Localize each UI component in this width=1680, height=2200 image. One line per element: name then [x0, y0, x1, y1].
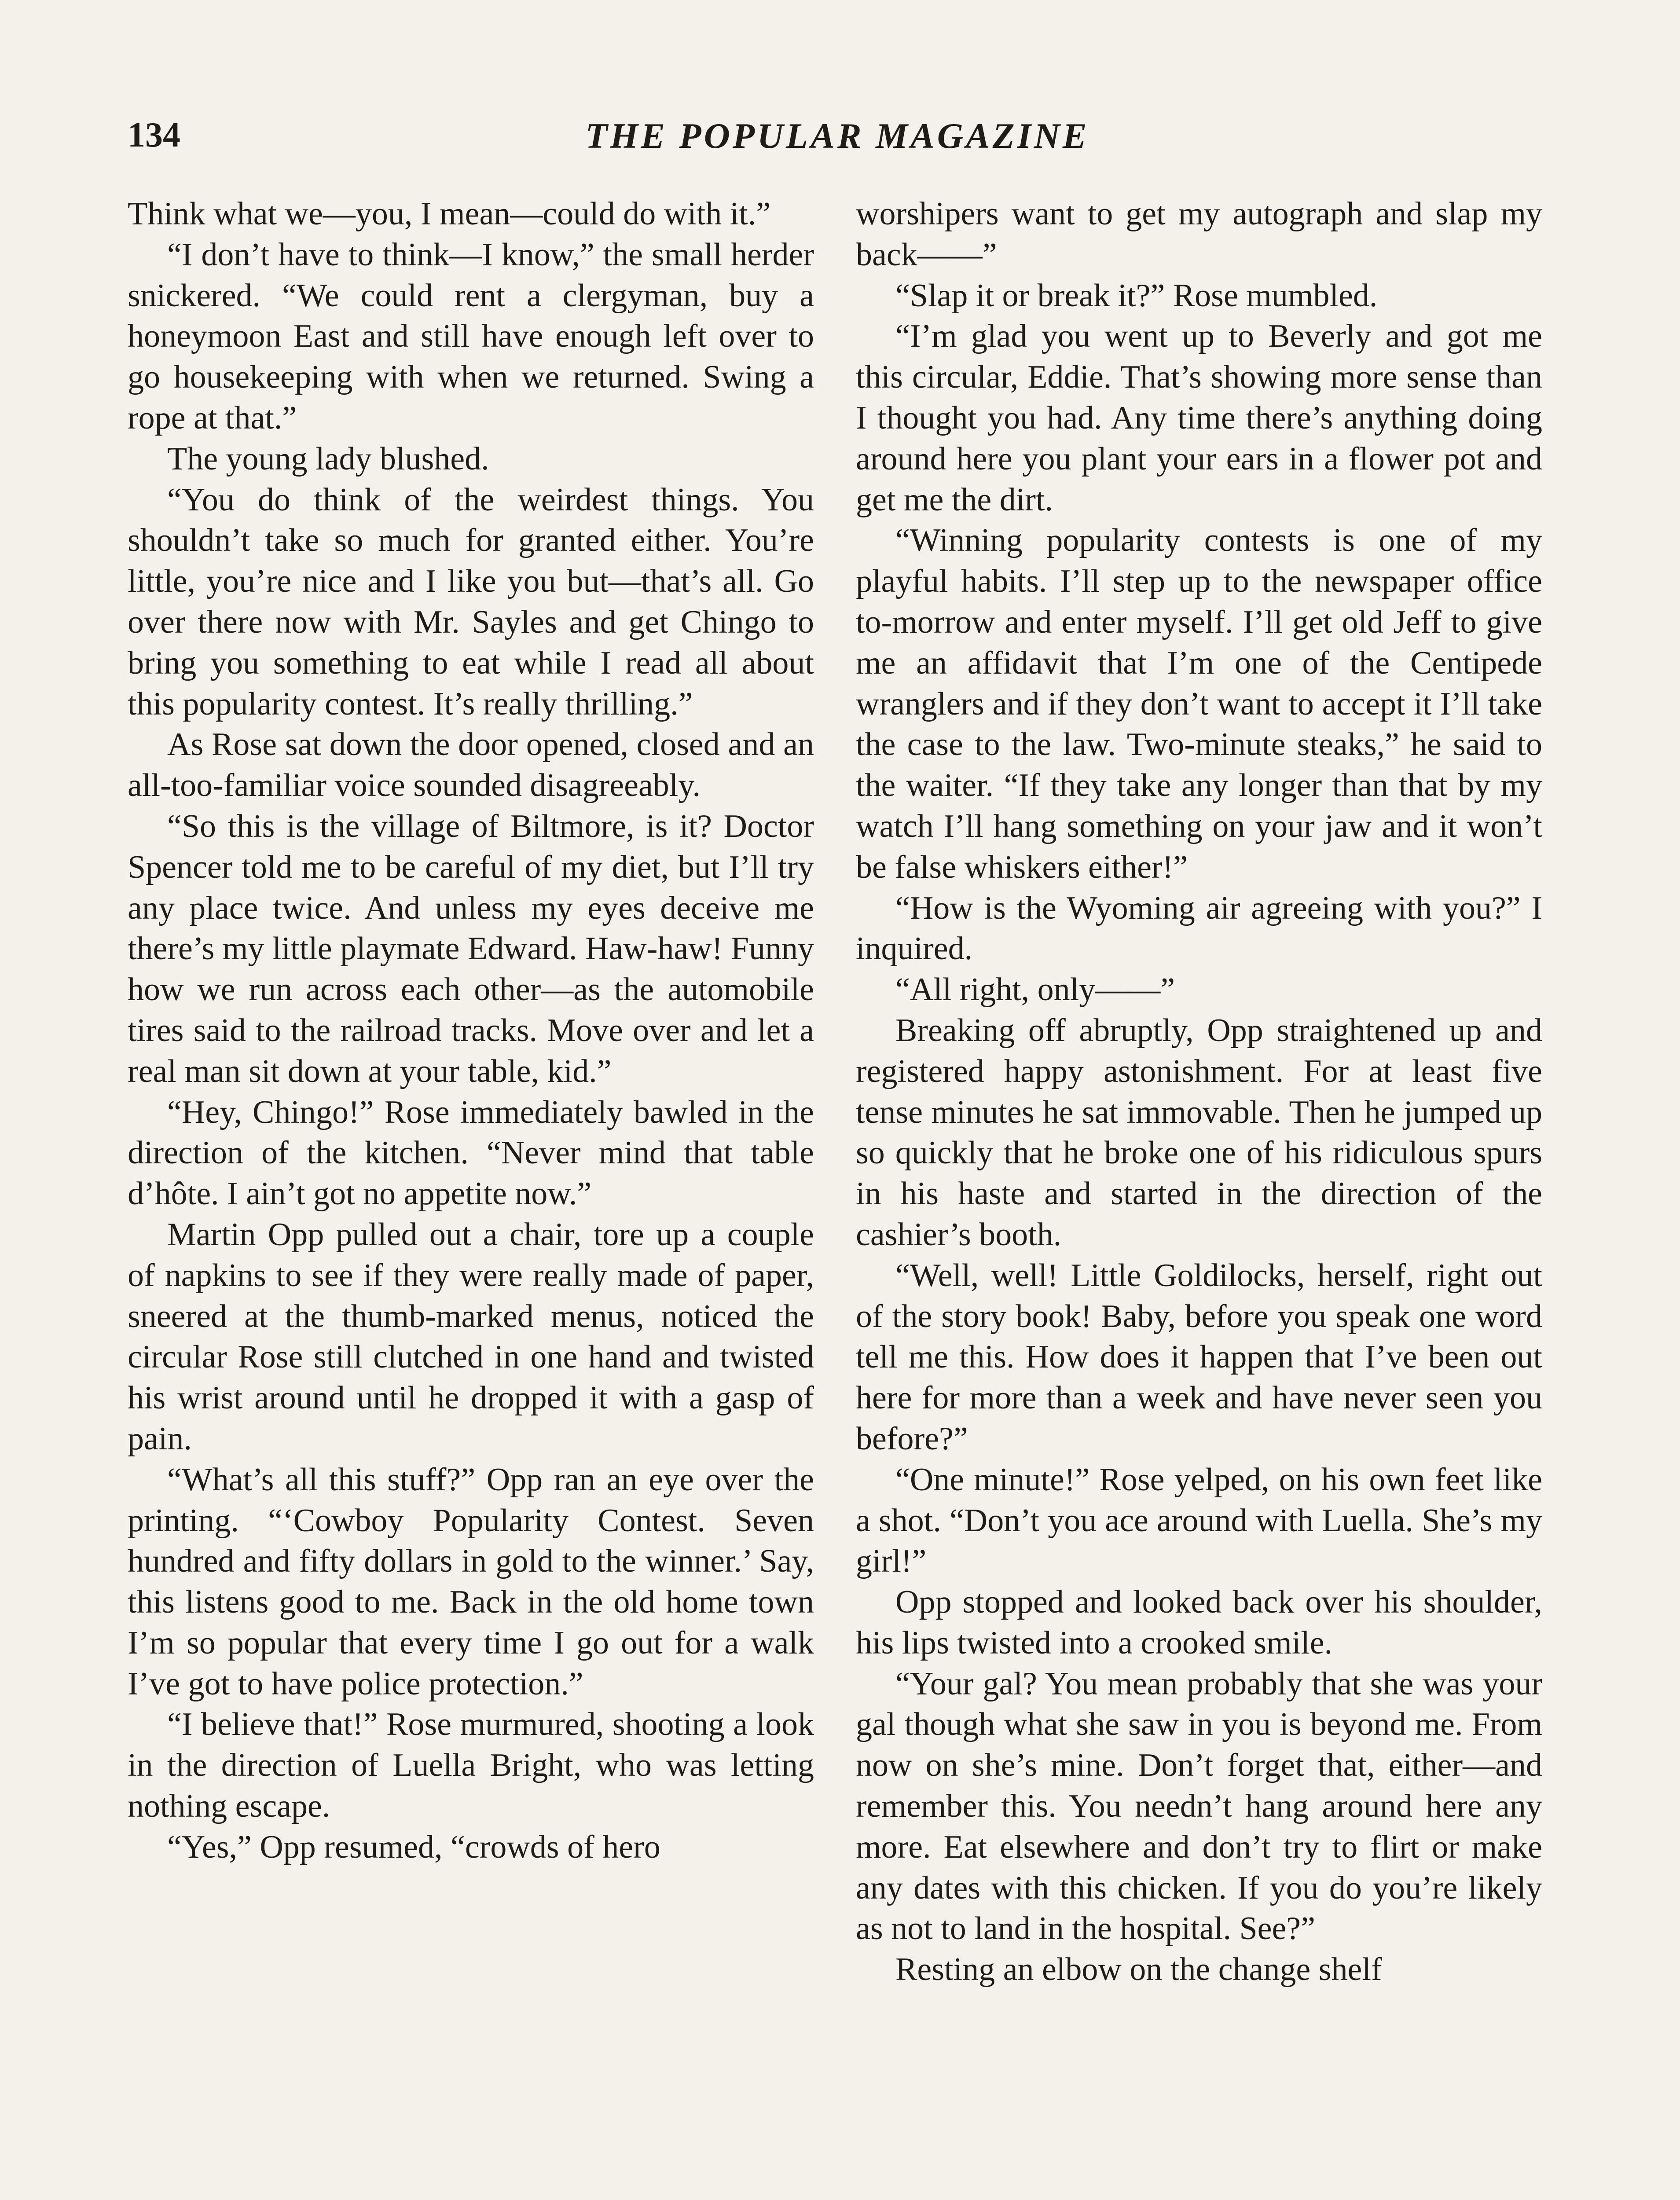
page-header: [128, 115, 1547, 168]
paragraph: Resting an elbow on the change shelf: [895, 1951, 1382, 1988]
paragraph: “What’s all this stuff?” Opp ran an eye over the printing. “‘Cowboy Popularity Contest. Seven hundred and fifty dollars in gold to the winner.’ Say, this listens good to me. Back in the old home town I’m so popular that every time I go out for a walk I’ve got to have police protection.”: [128, 1461, 814, 1702]
paragraph: worshipers want to get my autograph and slap my back——”: [856, 196, 1542, 273]
paragraph: As Rose sat down the door opened, closed and an all-too-familiar voice sounded disagreeably.: [128, 726, 814, 804]
paragraph: “I believe that!” Rose murmured, shooting a look in the direction of Luella Bright, who was letting nothing escape.: [128, 1706, 814, 1825]
paragraph: Think what we—you, I mean—could do with it.”: [128, 196, 771, 232]
paragraph: “I’m glad you went up to Beverly and got me this circular, Eddie. That’s showing more sense than I thought you had. Any time there’s anything doing around here you plant your ears in a flower pot and get me the dirt.: [856, 318, 1542, 518]
paragraph: Opp stopped and looked back over his shoulder, his lips twisted into a crooked smile.: [856, 1584, 1542, 1661]
paragraph: “How is the Wyoming air agreeing with you?” I inquired.: [856, 890, 1542, 967]
right-column: [856, 194, 1542, 1990]
paragraph: “All right, only——”: [895, 972, 1175, 1008]
paragraph: “Slap it or break it?” Rose mumbled.: [895, 277, 1378, 314]
paragraph: “One minute!” Rose yelped, on his own feet like a shot. “Don’t you ace around with Luella. She’s my girl!”: [856, 1461, 1542, 1580]
paragraph: Breaking off abruptly, Opp straightened up and registered happy astonishment. For at least five tense minutes he sat immovable. Then he jumped up so quickly that he broke one of his ridiculous spurs in his haste and started in the direction of the cashier’s booth.: [856, 1012, 1542, 1253]
paragraph: “Well, well! Little Goldilocks, herself, right out of the story book! Baby, before you speak one word tell me this. How does it happen that I’ve been out here for more than a week and have never seen you before?”: [856, 1257, 1542, 1457]
paragraph: “So this is the village of Biltmore, is it? Doctor Spencer told me to be careful of my diet, but I’ll try any place twice. And unless my eyes deceive me there’s my little playmate Edward. Haw-haw! Funny how we run across each other—as the automobile tires said to the railroad tracks. Move over and let a real man sit down at your table, kid.”: [128, 808, 814, 1089]
left-column: [128, 194, 814, 1868]
paragraph: “Hey, Chingo!” Rose immediately bawled in the direction of the kitchen. “Never mind that table d’hôte. I ain’t got no appetite now.”: [128, 1094, 814, 1212]
paragraph: “Your gal? You mean probably that she was your gal though what she saw in you is beyond me. From now on she’s mine. Don’t forget that, either—and remember this. You needn’t hang around here any more. Eat elsewhere and don’t try to flirt or make any dates with this chicken. If you do you’re likely as not to land in the hospital. See?”: [856, 1665, 1542, 1947]
paragraph: “I don’t have to think—I know,” the small herder snickered. “We could rent a clergyman, buy a honeymoon East and still have enough left over to go housekeeping with when we returned. Swing a rope at that.”: [128, 236, 814, 436]
paragraph: Martin Opp pulled out a chair, tore up a couple of napkins to see if they were really made of paper, sneered at the thumb-marked menus, noticed the circular Rose still clutched in one hand and twisted his wrist around until he dropped it with a gasp of pain.: [128, 1216, 814, 1457]
paragraph: “Yes,” Opp resumed, “crowds of hero: [167, 1829, 660, 1865]
paragraph: “You do think of the weirdest things. You shouldn’t take so much for granted either. You’re little, you’re nice and I like you but—that’s all. Go over there now with Mr. Sayles and get Chingo to bring you something to eat while I read all about this popularity contest. It’s really thrilling.”: [128, 481, 814, 722]
paragraph: “Winning popularity contests is one of my playful habits. I’ll step up to the newspaper office to-morrow and enter myself. I’ll get old Jeff to give me an affidavit that I’m one of the Centipede wranglers and if they don’t want to accept it I’ll take the case to the law. Two-minute steaks,” he said to the waiter. “If they take any longer than that by my watch I’ll hang something on your jaw and it won’t be false whiskers either!”: [856, 522, 1542, 885]
page-number: 134: [128, 116, 180, 154]
paragraph: The young lady blushed.: [167, 440, 489, 477]
running-title: THE POPULAR MAGAZINE: [585, 116, 1089, 156]
